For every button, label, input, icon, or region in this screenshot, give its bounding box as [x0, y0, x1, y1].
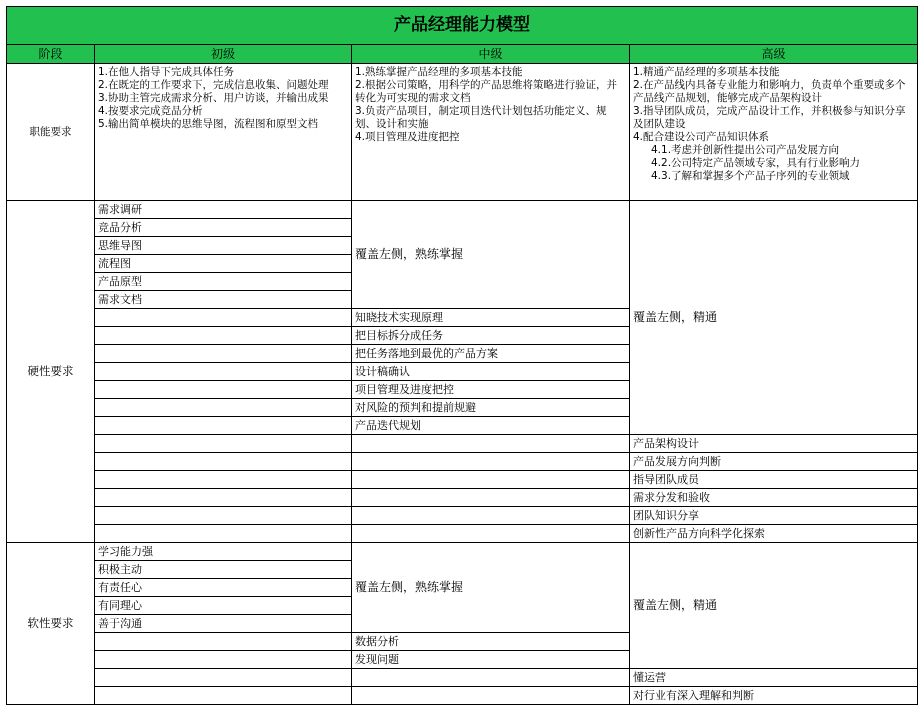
hard-mid-item: 把目标拆分成任务 [352, 327, 630, 345]
soft-senior-item: 对行业有深入理解和判断 [630, 687, 918, 705]
hard-mid-item: 设计稿确认 [352, 363, 630, 381]
hard-junior-empty [95, 345, 352, 363]
soft-junior-item: 有同理心 [95, 597, 352, 615]
soft-junior-item: 有责任心 [95, 579, 352, 597]
hard-junior-item: 思维导图 [95, 237, 352, 255]
hard-senior-item: 指导团队成员 [630, 471, 918, 489]
soft-mid-empty [352, 687, 630, 705]
hard-junior-empty [95, 453, 352, 471]
soft-junior-empty [95, 687, 352, 705]
stage-duty: 职能要求 [7, 64, 95, 201]
hard-mid-item: 产品迭代规划 [352, 417, 630, 435]
hard-junior-empty [95, 381, 352, 399]
duty-senior-item: 4.配合建设公司产品知识体系 [633, 131, 770, 143]
hard-junior-empty [95, 363, 352, 381]
hard-senior-cover: 覆盖左侧，精通 [630, 201, 918, 435]
hard-senior-item: 产品架构设计 [630, 435, 918, 453]
duty-senior-item: 2.在产品线内具备专业能力和影响力，负责单个重要或多个产品线产品规划，能够完成产品架构设计 [633, 79, 906, 104]
hard-junior-item: 需求调研 [95, 201, 352, 219]
soft-junior-item: 善于沟通 [95, 615, 352, 633]
header-junior: 初级 [95, 45, 352, 64]
hard-junior-item: 需求文档 [95, 291, 352, 309]
header-senior: 高级 [630, 45, 918, 64]
hard-mid-item: 把任务落地到最优的产品方案 [352, 345, 630, 363]
hard-mid-empty [352, 471, 630, 489]
hard-junior-item: 产品原型 [95, 273, 352, 291]
soft-mid-cover: 覆盖左侧，熟练掌握 [352, 543, 630, 633]
duty-senior-subitem: 4.1.考虑并创新性提出公司产品发展方向 [651, 144, 840, 156]
duty-mid-item: 4.项目管理及进度把控 [355, 131, 460, 143]
soft-mid-empty [352, 669, 630, 687]
duty-senior-subitem: 4.2.公司特定产品领域专家，具有行业影响力 [651, 157, 861, 169]
capability-table [6, 6, 918, 705]
hard-junior-item: 竞品分析 [95, 219, 352, 237]
header-stage: 阶段 [7, 45, 95, 64]
hard-junior-empty [95, 417, 352, 435]
soft-senior-cover: 覆盖左侧，精通 [630, 543, 918, 669]
duty-junior-cell [95, 64, 352, 201]
hard-junior-empty [95, 507, 352, 525]
hard-mid-empty [352, 507, 630, 525]
hard-junior-empty [95, 435, 352, 453]
hard-junior-empty [95, 327, 352, 345]
hard-mid-item: 对风险的预判和提前规避 [352, 399, 630, 417]
duty-junior-item: 2.在既定的工作要求下，完成信息收集、问题处理 [98, 79, 329, 91]
hard-junior-item: 流程图 [95, 255, 352, 273]
duty-junior-item: 3.协助主管完成需求分析、用户访谈，并输出成果 [98, 92, 329, 104]
duty-senior-item: 3.指导团队成员，完成产品设计工作，并积极参与知识分享及团队建设 [633, 105, 906, 130]
hard-mid-item: 知晓技术实现原理 [352, 309, 630, 327]
duty-senior-item: 1.精通产品经理的多项基本技能 [633, 66, 780, 78]
soft-junior-item: 积极主动 [95, 561, 352, 579]
hard-mid-cover: 覆盖左侧，熟练掌握 [352, 201, 630, 309]
duty-senior-subitem: 4.3.了解和掌握多个产品子序列的专业领域 [651, 170, 850, 182]
soft-junior-item: 学习能力强 [95, 543, 352, 561]
duty-mid-cell [352, 64, 630, 201]
header-mid: 中级 [352, 45, 630, 64]
hard-mid-empty [352, 489, 630, 507]
duty-junior-item: 4.按要求完成竞品分析 [98, 105, 203, 117]
soft-senior-item: 懂运营 [630, 669, 918, 687]
hard-senior-item: 创新性产品方向科学化探索 [630, 525, 918, 543]
soft-mid-item: 数据分析 [352, 633, 630, 651]
hard-junior-empty [95, 309, 352, 327]
hard-senior-item: 产品发展方向判断 [630, 453, 918, 471]
hard-mid-empty [352, 453, 630, 471]
duty-junior-item: 1.在他人指导下完成具体任务 [98, 66, 235, 78]
stage-soft: 软性要求 [7, 543, 95, 705]
hard-junior-empty [95, 399, 352, 417]
soft-mid-item: 发现问题 [352, 651, 630, 669]
soft-junior-empty [95, 669, 352, 687]
hard-junior-empty [95, 489, 352, 507]
hard-junior-empty [95, 525, 352, 543]
duty-mid-item: 1.熟练掌握产品经理的多项基本技能 [355, 66, 523, 78]
hard-mid-empty [352, 435, 630, 453]
soft-junior-empty [95, 633, 352, 651]
hard-senior-item: 需求分发和验收 [630, 489, 918, 507]
hard-senior-item: 团队知识分享 [630, 507, 918, 525]
duty-junior-item: 5.输出简单模块的思维导图，流程图和原型文档 [98, 118, 319, 130]
duty-mid-item: 3.负责产品项目，制定项目迭代计划包括功能定义、规划、设计和实施 [355, 105, 607, 130]
duty-mid-item: 2.根据公司策略，用科学的产品思维将策略进行验证，并转化为可实现的需求文档 [355, 79, 618, 104]
hard-junior-empty [95, 471, 352, 489]
duty-senior-cell [630, 64, 918, 201]
hard-mid-empty [352, 525, 630, 543]
sheet-title: 产品经理能力模型 [7, 7, 918, 45]
stage-hard: 硬性要求 [7, 201, 95, 543]
hard-mid-item: 项目管理及进度把控 [352, 381, 630, 399]
soft-junior-empty [95, 651, 352, 669]
